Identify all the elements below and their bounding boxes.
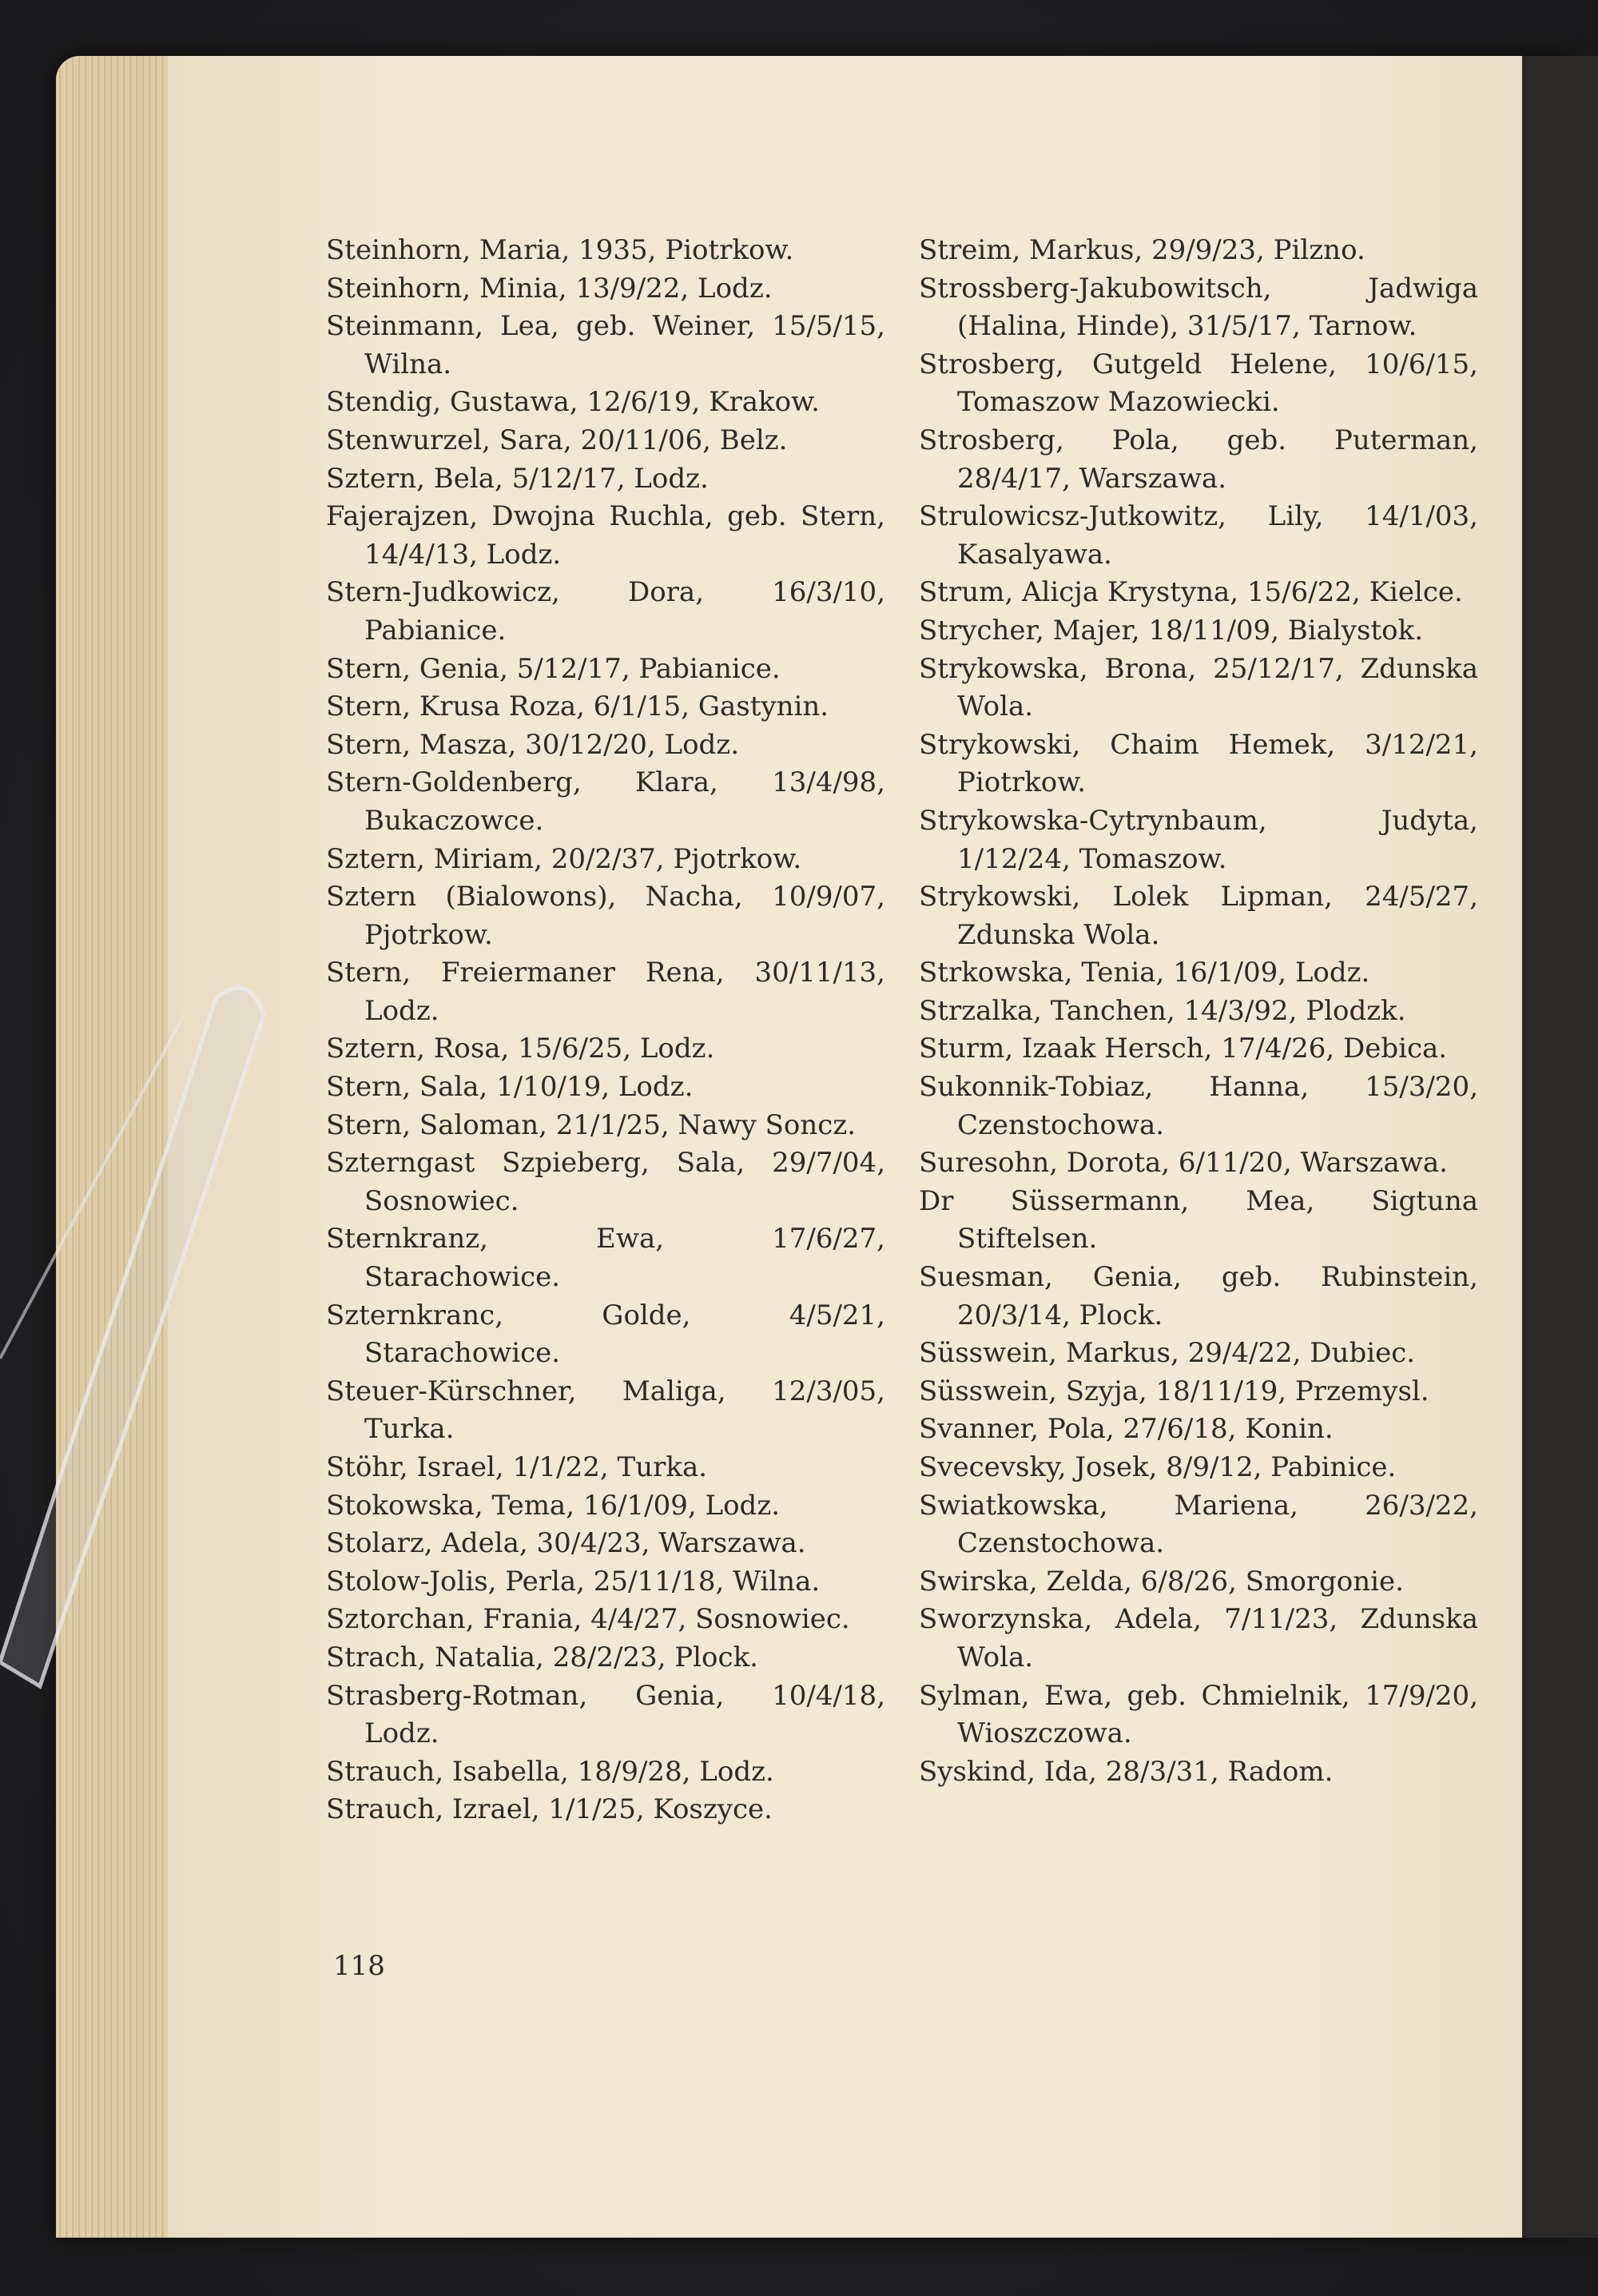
list-entry: Sztern, Miriam, 20/2/37, Pjotrkow. bbox=[326, 842, 802, 875]
list-entry: Steuer-Kürschner, Maliga, 12/3/05, Turka. bbox=[326, 1375, 885, 1446]
list-entry: Strykowski, Chaim Hemek, 3/12/21, Piotrkow. bbox=[919, 728, 1478, 799]
list-entry: Sylman, Ewa, geb. Chmielnik, 17/9/20, Wioszczowa. bbox=[919, 1679, 1478, 1750]
list-entry: Stöhr, Israel, 1/1/22, Turka. bbox=[326, 1451, 708, 1483]
list-entry: Strkowska, Tenia, 16/1/09, Lodz. bbox=[919, 957, 1370, 989]
list-entry: Strykowska-Cytrynbaum, Judyta, 1/12/24, Tomaszow. bbox=[919, 804, 1478, 875]
list-entry: Swirska, Zelda, 6/8/26, Smorgonie. bbox=[919, 1565, 1404, 1598]
list-entry: Stern, Freiermaner Rena, 30/11/13, Lodz. bbox=[326, 957, 885, 1027]
list-entry: Strauch, Izrael, 1/1/25, Koszyce. bbox=[326, 1793, 773, 1826]
list-entry: Strycher, Majer, 18/11/09, Bialystok. bbox=[919, 614, 1424, 647]
spine-gutter bbox=[1522, 56, 1598, 2238]
list-entry: Stern, Genia, 5/12/17, Pabianice. bbox=[326, 652, 781, 685]
list-entry: Svecevsky, Josek, 8/9/12, Pabinice. bbox=[919, 1451, 1397, 1483]
list-entry: Strulowicsz-Jutkowitz, Lily, 14/1/03, Kasalyawa. bbox=[919, 500, 1478, 571]
list-entry: Szterngast Szpieberg, Sala, 29/7/04, Sosnowiec. bbox=[326, 1147, 885, 1217]
list-entry: Strzalka, Tanchen, 14/3/92, Plodzk. bbox=[919, 994, 1406, 1027]
list-entry: Swiatkowska, Mariena, 26/3/22, Czenstochowa. bbox=[919, 1489, 1478, 1560]
list-entry: Strykowski, Lolek Lipman, 24/5/27, Zdunska Wola. bbox=[919, 881, 1478, 951]
list-entry: Suresohn, Dorota, 6/11/20, Warszawa. bbox=[919, 1147, 1448, 1180]
list-entry: Streim, Markus, 29/9/23, Pilzno. bbox=[919, 234, 1365, 266]
list-entry: Sztern, Bela, 5/12/17, Lodz. bbox=[326, 462, 709, 495]
list-entry: Stern, Saloman, 21/1/25, Nawy Soncz. bbox=[326, 1108, 857, 1141]
list-entry: Strosberg, Gutgeld Helene, 10/6/15, Tomaszow Mazowiecki. bbox=[919, 348, 1478, 419]
list-entry: Dr Süssermann, Mea, Sigtuna Stiftelsen. bbox=[919, 1184, 1478, 1255]
list-entry: Syskind, Ida, 28/3/31, Radom. bbox=[919, 1755, 1334, 1788]
list-entry: Svanner, Pola, 27/6/18, Konin. bbox=[919, 1413, 1334, 1446]
list-entry: Steinhorn, Minia, 13/9/22, Lodz. bbox=[326, 272, 773, 304]
list-entry: Stern, Sala, 1/10/19, Lodz. bbox=[326, 1071, 694, 1104]
list-entry: Strossberg-Jakubowitsch, Jadwiga (Halina, Hinde), 31/5/17, Tarnow. bbox=[919, 272, 1478, 343]
list-entry: Sztern, Rosa, 15/6/25, Lodz. bbox=[326, 1033, 715, 1065]
list-entry: Süsswein, Szyja, 18/11/19, Przemysl. bbox=[919, 1375, 1429, 1407]
list-entry: Stolarz, Adela, 30/4/23, Warszawa. bbox=[326, 1527, 806, 1560]
list-entry: Strauch, Isabella, 18/9/28, Lodz. bbox=[326, 1755, 774, 1788]
list-entry: Stern-Judkowicz, Dora, 16/3/10, Pabianice. bbox=[326, 576, 885, 647]
left-column bbox=[326, 232, 885, 1829]
list-entry: Steinmann, Lea, geb. Weiner, 15/5/15, Wilna. bbox=[326, 310, 885, 380]
list-entry: Sztorchan, Frania, 4/4/27, Sosnowiec. bbox=[326, 1603, 850, 1636]
list-entry: Stern-Goldenberg, Klara, 13/4/98, Bukaczowce. bbox=[326, 766, 885, 837]
list-entry: Strach, Natalia, 28/2/23, Plock. bbox=[326, 1641, 758, 1673]
list-entry: Steinhorn, Maria, 1935, Piotrkow. bbox=[326, 234, 794, 266]
list-entry: Sturm, Izaak Hersch, 17/4/26, Debica. bbox=[919, 1033, 1448, 1065]
list-entry: Strosberg, Pola, geb. Puterman, 28/4/17, Warszawa. bbox=[919, 424, 1478, 495]
list-entry: Stolow-Jolis, Perla, 25/11/18, Wilna. bbox=[326, 1565, 821, 1598]
list-entry: Strasberg-Rotman, Genia, 10/4/18, Lodz. bbox=[326, 1679, 885, 1750]
list-entry: Stern, Krusa Roza, 6/1/15, Gastynin. bbox=[326, 690, 829, 723]
list-entry: Stern, Masza, 30/12/20, Lodz. bbox=[326, 728, 740, 761]
list-entry: Stenwurzel, Sara, 20/11/06, Belz. bbox=[326, 424, 788, 456]
list-entry: Süsswein, Markus, 29/4/22, Dubiec. bbox=[919, 1337, 1416, 1370]
page-number: 118 bbox=[333, 1950, 385, 1982]
list-entry: Sztern (Bialowons), Nacha, 10/9/07, Pjotrkow. bbox=[326, 881, 885, 951]
page-stack-edge bbox=[56, 56, 168, 2238]
list-entry: Stendig, Gustawa, 12/6/19, Krakow. bbox=[326, 386, 820, 419]
list-entry: Stokowska, Tema, 16/1/09, Lodz. bbox=[326, 1489, 781, 1522]
list-entry: Suesman, Genia, geb. Rubinstein, 20/3/14, Plock. bbox=[919, 1261, 1478, 1331]
list-entry: Strykowska, Brona, 25/12/17, Zdunska Wola. bbox=[919, 652, 1478, 723]
list-entry: Szternkranc, Golde, 4/5/21, Starachowice. bbox=[326, 1299, 885, 1370]
list-entry: Sworzynska, Adela, 7/11/23, Zdunska Wola. bbox=[919, 1603, 1478, 1673]
right-column bbox=[919, 232, 1478, 1791]
list-entry: Sukonnik-Tobiaz, Hanna, 15/3/20, Czenstochowa. bbox=[919, 1071, 1478, 1141]
list-entry: Fajerajzen, Dwojna Ruchla, geb. Stern, 14/4/13, Lodz. bbox=[326, 500, 885, 571]
list-entry: Strum, Alicja Krystyna, 15/6/22, Kielce. bbox=[919, 576, 1463, 609]
list-entry: Sternkranz, Ewa, 17/6/27, Starachowice. bbox=[326, 1223, 885, 1294]
